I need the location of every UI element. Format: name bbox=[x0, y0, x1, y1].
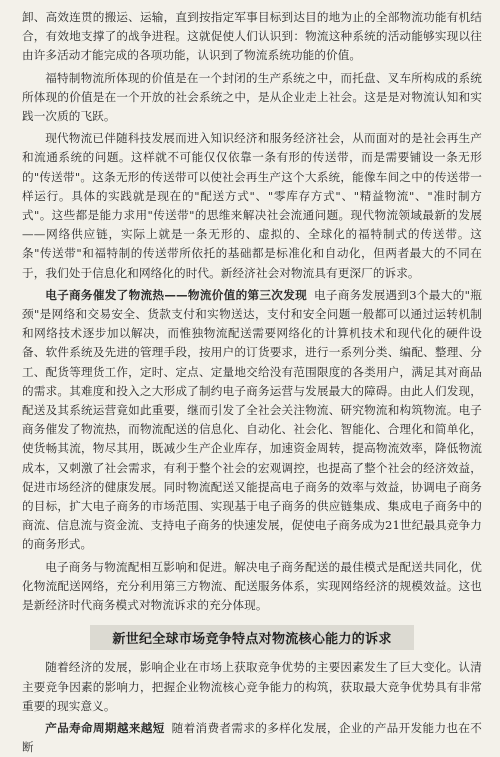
ecommerce-body-text: 电子商务发展遇到3个最大的"瓶颈"是网络和交易安全、货款支付和实物送达，支付和安全问题一般都可以通过运转机制和网络技术逐步加以解决，而惟独物流配送需要网络化的计算机技术和现代化的硬件设备、软件系统及先进的管理手段，按用户的订货要求，进行一系列分类、编配、整理、分工、配货等理货工作，定时、定点、定量地交给没有范围限度的各类用户，满足其对商品的需求。其难度和投入之大形成了制约电子商务运营与发展最大的障碍。由此人们发现，配送及其系统运营竟如此重要，继而引发了全社会关注物流、研究物流和构筑物流。电子商务催发了物流热，而物流配送的信息化、自动化、社会化、智能化、合理化和简单化，使货畅其流，物尽其用，既减少生产企业库存，加速资金周转，提高物流效率，降低物流成本，又刺激了社会需求，有利于整个社会的宏观调控，也提高了整个社会的经济效益，促进市场经济的健康发展。同时物流配送又能提高电子商务的效率与效益，协调电子商务的目标，扩大电子商务的市场范围、实现基于电子商务的供应链集成、集成电子商务中的商流、信息流与资金流、支持电子商务的快速发展，促使电子商务成为21世纪最具竞争力的商务形式。 bbox=[22, 287, 482, 552]
section-heading-container bbox=[22, 625, 482, 650]
paragraph-competition-factors: 随着经济的发展，影响企业在市场上获取竞争优势的主要因素发生了巨大变化。认清主要竞争因素的影响力，把握企业物流核心竞争能力的构筑，获取最大竞争优势具有非常重要的现实意义。 bbox=[22, 660, 482, 713]
product-lifecycle-run-in-heading: 产品寿命周期越来越短 bbox=[45, 720, 165, 735]
section-heading: 新世纪全球市场竞争特点对物流核心能力的诉求 bbox=[90, 625, 413, 650]
paragraph-ecommerce-distribution: 电子商务与物流配相互影响和促进。解决电子商务配送的最佳模式是配送共同化，优化物流配送网络，充分利用第三方物流、配送服务体系，实现网络经济的规模效益。这也是新经济时代商务模式对物流诉求的充分体现。 bbox=[22, 559, 482, 613]
paragraph-product-lifecycle bbox=[22, 719, 482, 757]
paragraph-ecommerce bbox=[22, 286, 482, 555]
paragraph-military-logistics: 卸、高效连贯的搬运、运输，直到按指定军事目标到达目的地为止的全部物流功能有机结合，有效地支撑了的战争进程。这就促使人们认识到：物流这种系统的活动能够实现以往由许多活动才能完成的各项功能，认识到了物流系统功能的价值。 bbox=[22, 10, 482, 63]
paragraph-modern-logistics: 现代物流已伴随科技发展而进入知识经济和服务经济社会，从而面对的是社会再生产和流通系统的问题。这样就不可能仅仅依靠一条有形的传送带，而是需要铺设一条无形的"传送带"。这条无形的传送带可以使社会再生产这个大系统，能像车间之中的传送带一样运行。具体的实践就是现在的"配送方式"、"零库存方式"、"精益物流"、"准时制方式"。这些都是能力求用"传送带"的思维来解决社会流通问题。现代物流领域最新的发展——网络供应链，实际上就是一条无形的、虚拟的、全球化的福特制式的传送带。这条"传送带"和福特制的传送带所依托的基础都是标准化和自动化，但两者最大的不同在于，我们处于信息化和网络化的时代。新经济社会对物流具有更深厂的诉求。 bbox=[22, 131, 482, 280]
ecommerce-run-in-heading: 电子商务催发了物流热——物流价值的第三次发现 bbox=[45, 287, 308, 302]
paragraph-ford-system: 福特制物流所体现的价值是在一个封闭的生产系统之中，而托盘、叉车所构成的系统所体现的价值是在一个开放的社会系统之中，是从企业走上社会。这是是对物流认知和实践一次质的飞跃。 bbox=[22, 70, 482, 124]
product-lifecycle-body-text: 随着消费者需求的多样化发展，企业的产品开发能力也在不断 bbox=[22, 720, 482, 755]
